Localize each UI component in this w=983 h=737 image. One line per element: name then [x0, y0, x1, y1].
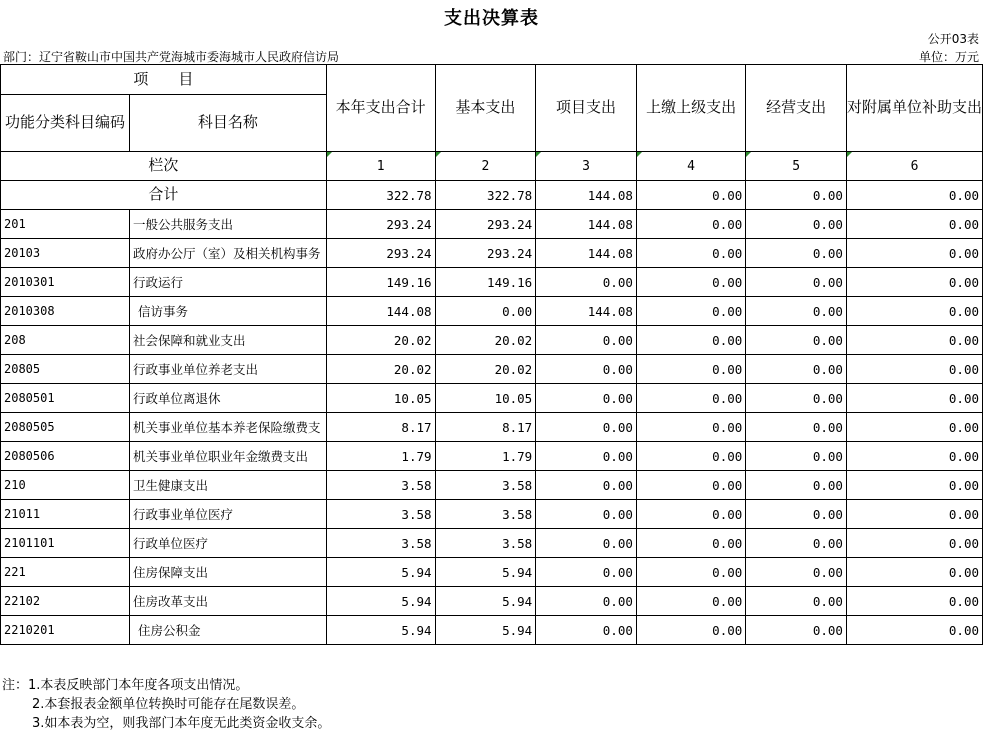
amount-cell: 20.02 — [326, 326, 435, 355]
func-code-cell: 2080506 — [1, 442, 130, 471]
amount-cell: 0.00 — [636, 355, 745, 384]
notes — [2, 676, 330, 733]
row-label-header: 栏次 — [1, 152, 327, 181]
amount-cell: 0.00 — [636, 558, 745, 587]
table-row — [1, 471, 983, 500]
table-header — [1, 65, 983, 210]
table-row — [1, 529, 983, 558]
amount-cell: 0.00 — [536, 471, 637, 500]
table-row — [1, 297, 983, 326]
amount-cell: 0.00 — [846, 413, 982, 442]
amount-cell: 0.00 — [636, 442, 745, 471]
subject-name-cell: 社会保障和就业支出 — [130, 326, 327, 355]
amount-cell: 10.05 — [435, 384, 536, 413]
amount-cell: 0.00 — [636, 384, 745, 413]
amount-cell: 0.00 — [746, 471, 847, 500]
amount-cell: 0.00 — [746, 442, 847, 471]
subject-name-cell: 一般公共服务支出 — [130, 210, 327, 239]
func-code-cell: 20805 — [1, 355, 130, 384]
unit-label: 单位：万元 — [918, 50, 979, 64]
amount-cell: 0.00 — [746, 239, 847, 268]
amount-cell: 144.08 — [536, 210, 637, 239]
col-header-remit-upper: 上缴上级支出 — [636, 65, 745, 152]
amount-cell: 0.00 — [846, 384, 982, 413]
amount-cell: 144.08 — [326, 297, 435, 326]
amount-cell: 149.16 — [435, 268, 536, 297]
func-code-cell: 210 — [1, 471, 130, 500]
col-header-project: 项目支出 — [536, 65, 637, 152]
table-row — [1, 413, 983, 442]
amount-cell: 0.00 — [846, 239, 982, 268]
amount-cell: 0.00 — [846, 355, 982, 384]
amount-cell: 0.00 — [746, 529, 847, 558]
amount-cell: 1.79 — [435, 442, 536, 471]
amount-cell: 5.94 — [435, 587, 536, 616]
note-line: 2.本套报表金额单位转换时可能存在尾数误差。 — [32, 697, 305, 712]
amount-cell: 0.00 — [536, 529, 637, 558]
amount-cell: 293.24 — [435, 239, 536, 268]
amount-cell: 0.00 — [636, 239, 745, 268]
column-number: 1 — [326, 152, 435, 181]
func-code-cell: 2010308 — [1, 297, 130, 326]
subject-name-cell: 机关事业单位基本养老保险缴费支 — [130, 413, 327, 442]
column-number: 3 — [536, 152, 637, 181]
amount-cell: 1.79 — [326, 442, 435, 471]
func-code-cell: 2010301 — [1, 268, 130, 297]
cell-marker-icon — [746, 152, 751, 157]
amount-cell: 293.24 — [326, 210, 435, 239]
amount-cell: 3.58 — [326, 529, 435, 558]
amount-cell: 3.58 — [435, 529, 536, 558]
amount-cell: 0.00 — [536, 616, 637, 645]
amount-cell: 0.00 — [846, 500, 982, 529]
amount-cell: 0.00 — [536, 268, 637, 297]
amount-cell: 8.17 — [435, 413, 536, 442]
cell-marker-icon — [436, 152, 441, 157]
amount-cell: 8.17 — [326, 413, 435, 442]
amount-cell: 0.00 — [746, 500, 847, 529]
total-value: 0.00 — [846, 181, 982, 210]
amount-cell: 5.94 — [326, 616, 435, 645]
amount-cell: 0.00 — [746, 413, 847, 442]
amount-cell: 0.00 — [846, 529, 982, 558]
amount-cell: 0.00 — [636, 500, 745, 529]
amount-cell: 144.08 — [536, 297, 637, 326]
total-value: 0.00 — [636, 181, 745, 210]
subject-name-cell: 信访事务 — [130, 297, 327, 326]
amount-cell: 0.00 — [636, 587, 745, 616]
amount-cell: 0.00 — [536, 384, 637, 413]
total-value: 0.00 — [746, 181, 847, 210]
column-number: 4 — [636, 152, 745, 181]
subject-name-cell: 行政事业单位养老支出 — [130, 355, 327, 384]
report-title: 支出决算表 — [444, 8, 539, 29]
amount-cell: 0.00 — [846, 268, 982, 297]
amount-cell: 0.00 — [846, 471, 982, 500]
func-code-cell: 21011 — [1, 500, 130, 529]
total-label: 合计 — [1, 181, 327, 210]
amount-cell: 0.00 — [746, 616, 847, 645]
col-header-subsidy: 对附属单位补助支出 — [846, 65, 982, 152]
column-number: 6 — [846, 152, 982, 181]
table-row — [1, 326, 983, 355]
cell-marker-icon — [847, 152, 852, 157]
expenditure-table — [0, 64, 983, 645]
subject-name-cell: 住房公积金 — [130, 616, 327, 645]
form-number: 公开03表 — [927, 32, 979, 46]
func-code-cell: 2080505 — [1, 413, 130, 442]
table-row — [1, 355, 983, 384]
amount-cell: 0.00 — [746, 297, 847, 326]
amount-cell: 0.00 — [636, 326, 745, 355]
amount-cell: 0.00 — [846, 210, 982, 239]
amount-cell: 0.00 — [536, 355, 637, 384]
amount-cell: 0.00 — [746, 268, 847, 297]
amount-cell: 10.05 — [326, 384, 435, 413]
table-row — [1, 500, 983, 529]
total-row — [1, 181, 983, 210]
func-code-cell: 22102 — [1, 587, 130, 616]
amount-cell: 0.00 — [536, 500, 637, 529]
subject-name-cell: 卫生健康支出 — [130, 471, 327, 500]
amount-cell: 5.94 — [435, 616, 536, 645]
table-row — [1, 210, 983, 239]
amount-cell: 0.00 — [536, 326, 637, 355]
func-code-cell: 2101101 — [1, 529, 130, 558]
amount-cell: 20.02 — [326, 355, 435, 384]
subject-name-header: 科目名称 — [130, 95, 327, 152]
amount-cell: 144.08 — [536, 239, 637, 268]
subject-name-cell: 行政单位离退休 — [130, 384, 327, 413]
amount-cell: 0.00 — [536, 587, 637, 616]
amount-cell: 0.00 — [636, 297, 745, 326]
note-line: 注：1.本表反映部门本年度各项支出情况。 — [2, 678, 249, 693]
func-code-header: 功能分类科目编码 — [1, 95, 130, 152]
amount-cell: 0.00 — [746, 210, 847, 239]
note-line: 3.如本表为空，则我部门本年度无此类资金收支余。 — [32, 716, 331, 731]
amount-cell: 0.00 — [746, 355, 847, 384]
table-row — [1, 442, 983, 471]
amount-cell: 293.24 — [435, 210, 536, 239]
amount-cell: 20.02 — [435, 355, 536, 384]
subject-name-cell: 住房改革支出 — [130, 587, 327, 616]
amount-cell: 0.00 — [536, 413, 637, 442]
cell-marker-icon — [536, 152, 541, 157]
amount-cell: 3.58 — [435, 500, 536, 529]
amount-cell: 0.00 — [536, 558, 637, 587]
cell-marker-icon — [637, 152, 642, 157]
func-code-cell: 208 — [1, 326, 130, 355]
amount-cell: 0.00 — [536, 442, 637, 471]
func-code-cell: 2080501 — [1, 384, 130, 413]
subject-name-cell: 机关事业单位职业年金缴费支出 — [130, 442, 327, 471]
table-row — [1, 587, 983, 616]
func-code-cell: 221 — [1, 558, 130, 587]
func-code-cell: 2210201 — [1, 616, 130, 645]
table-row — [1, 616, 983, 645]
amount-cell: 0.00 — [636, 616, 745, 645]
cell-marker-icon — [327, 152, 332, 157]
amount-cell: 0.00 — [846, 326, 982, 355]
table-row — [1, 384, 983, 413]
amount-cell: 5.94 — [326, 558, 435, 587]
department-label: 部门：辽宁省鞍山市中国共产党海城市委海城市人民政府信访局 — [3, 50, 340, 64]
col-header-basic: 基本支出 — [435, 65, 536, 152]
amount-cell: 5.94 — [326, 587, 435, 616]
amount-cell: 3.58 — [326, 471, 435, 500]
amount-cell: 0.00 — [636, 268, 745, 297]
amount-cell: 3.58 — [435, 471, 536, 500]
amount-cell: 0.00 — [746, 587, 847, 616]
subject-name-cell: 行政单位医疗 — [130, 529, 327, 558]
table-body — [1, 210, 983, 645]
amount-cell: 0.00 — [435, 297, 536, 326]
func-code-cell: 201 — [1, 210, 130, 239]
amount-cell: 0.00 — [636, 210, 745, 239]
table-row — [1, 268, 983, 297]
amount-cell: 0.00 — [846, 442, 982, 471]
col-header-business: 经营支出 — [746, 65, 847, 152]
column-number: 2 — [435, 152, 536, 181]
func-code-cell: 20103 — [1, 239, 130, 268]
subject-name-cell: 行政事业单位医疗 — [130, 500, 327, 529]
subject-name-cell: 住房保障支出 — [130, 558, 327, 587]
amount-cell: 0.00 — [636, 529, 745, 558]
amount-cell: 0.00 — [636, 471, 745, 500]
subject-name-cell: 政府办公厅（室）及相关机构事务 — [130, 239, 327, 268]
table-row — [1, 239, 983, 268]
subject-name-cell: 行政运行 — [130, 268, 327, 297]
amount-cell: 0.00 — [636, 413, 745, 442]
amount-cell: 0.00 — [746, 384, 847, 413]
table-row — [1, 558, 983, 587]
total-value: 144.08 — [536, 181, 637, 210]
column-number: 5 — [746, 152, 847, 181]
item-header: 项 目 — [1, 65, 327, 95]
amount-cell: 0.00 — [746, 326, 847, 355]
amount-cell: 0.00 — [846, 616, 982, 645]
amount-cell: 0.00 — [846, 297, 982, 326]
amount-cell: 0.00 — [846, 587, 982, 616]
amount-cell: 0.00 — [846, 558, 982, 587]
amount-cell: 149.16 — [326, 268, 435, 297]
amount-cell: 0.00 — [746, 558, 847, 587]
total-value: 322.78 — [326, 181, 435, 210]
col-header-total: 本年支出合计 — [326, 65, 435, 152]
amount-cell: 20.02 — [435, 326, 536, 355]
total-value: 322.78 — [435, 181, 536, 210]
amount-cell: 293.24 — [326, 239, 435, 268]
amount-cell: 5.94 — [435, 558, 536, 587]
amount-cell: 3.58 — [326, 500, 435, 529]
